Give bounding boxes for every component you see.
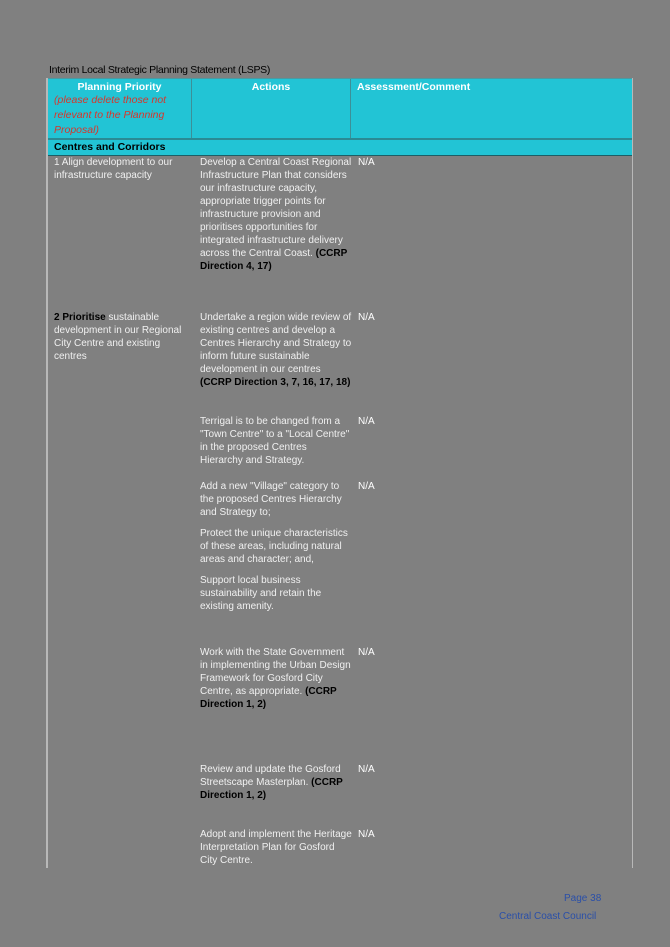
assessment-cell: N/A <box>358 647 375 658</box>
action-cell <box>200 156 352 273</box>
ccrp-reference: (CCRP Direction 4, 17) <box>200 248 348 272</box>
action-subpoint: Protect the unique characteristics of these areas, including natural areas and character; and, <box>200 528 348 565</box>
ccrp-reference: (CCRP Direction 1, 2) <box>200 686 337 710</box>
planning-priority-cell <box>54 311 190 363</box>
header-actions <box>192 79 351 138</box>
assessment-cell: N/A <box>358 416 375 427</box>
action-cell <box>200 480 352 613</box>
assessment-cell: N/A <box>358 481 375 492</box>
section-heading: Centres and Corridors <box>48 139 632 156</box>
action-text: Undertake a region wide review of existing centres and develop a Centres Hierarchy and Strategy to inform future sustainable development in our centres <box>200 312 352 375</box>
assessment-cell: N/A <box>358 157 375 168</box>
header-assessment-label: Assessment/Comment <box>357 81 471 93</box>
header-planning-priority <box>48 79 192 138</box>
priority-text: sustainable development in our Regional City Centre and existing centres <box>54 312 182 362</box>
page-number: Page 38 <box>564 893 602 904</box>
lsps-table <box>46 78 633 868</box>
action-cell <box>200 415 352 467</box>
action-text: Develop a Central Coast Regional Infrastructure Plan that considers our infrastructure capacity, appropriate trigger points for infrastructure provision and prioritises opportunities for integrated infrastructure delivery across the Central Coast. <box>200 157 352 259</box>
action-text: Work with the State Government in implementing the Urban Design Framework for Gosford City Centre, as appropriate. <box>200 647 351 697</box>
priority-number: 2 Prioritise <box>54 312 106 323</box>
header-assessment <box>351 79 632 138</box>
document-title: Interim Local Strategic Planning Statement (LSPS) <box>49 64 271 76</box>
table-header-row <box>48 78 632 139</box>
header-priority-note: (please delete those not relevant to the Planning Proposal) <box>54 94 167 136</box>
assessment-cell: N/A <box>358 764 375 775</box>
organisation-name: Central Coast Council <box>499 911 597 922</box>
action-text: Terrigal is to be changed from a "Town Centre" to a "Local Centre" in the proposed Centres Hierarchy and Strategy. <box>200 416 350 466</box>
header-priority-label: Planning Priority <box>77 81 162 93</box>
assessment-cell: N/A <box>358 829 375 840</box>
action-cell <box>200 763 352 802</box>
action-cell <box>200 646 352 711</box>
planning-priority-cell: 1 Align development to our infrastructure capacity <box>54 157 173 181</box>
action-text: Adopt and implement the Heritage Interpretation Plan for Gosford City Centre. <box>200 829 352 866</box>
action-text: Review and update the Gosford Streetscape Masterplan. <box>200 764 341 788</box>
assessment-cell: N/A <box>358 312 375 323</box>
ccrp-reference: (CCRP Direction 1, 2) <box>200 777 343 801</box>
action-cell <box>200 311 352 389</box>
action-subpoint: Support local business sustainability and retain the existing amenity. <box>200 575 322 612</box>
action-cell <box>200 828 352 867</box>
ccrp-reference: (CCRP Direction 3, 7, 16, 17, 18) <box>200 377 351 388</box>
header-actions-label: Actions <box>251 81 291 93</box>
action-text: Add a new "Village" category to the proposed Centres Hierarchy and Strategy to; <box>200 481 342 518</box>
